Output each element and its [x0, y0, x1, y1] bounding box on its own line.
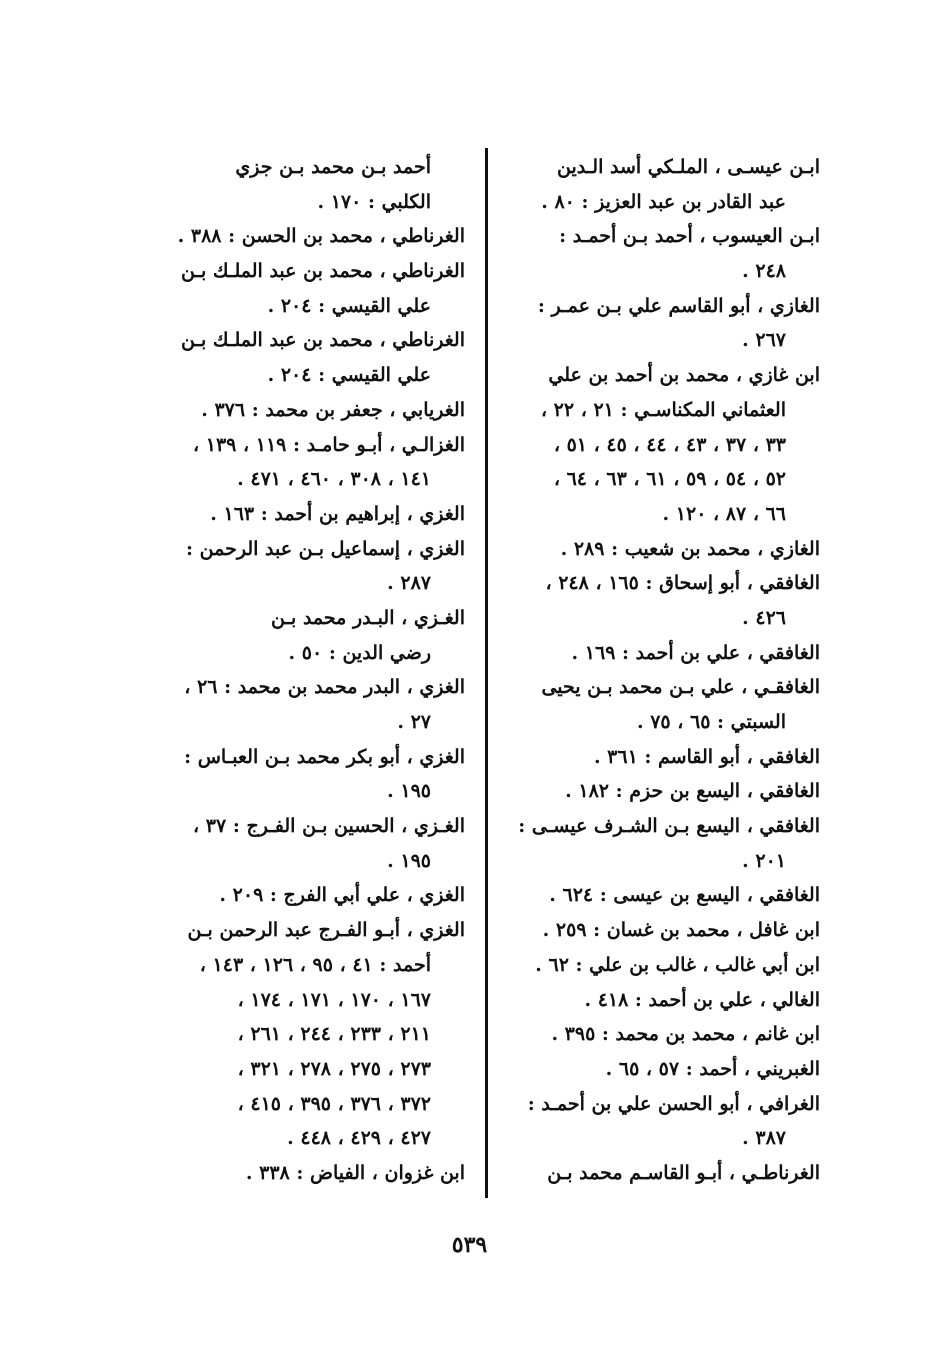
- index-entry-line: ٢٧٣ ، ٢٧٥ ، ٢٧٨ ، ٣٢١ ،: [237, 1057, 431, 1080]
- index-entry-line: الغزالـي ، أبـو حامـد : ١١٩ ، ١٣٩ ،: [193, 433, 465, 456]
- index-entry-line: رضي الدين : ٥٠ .: [288, 641, 431, 664]
- index-entry-line: ابن غانم ، محمد بن محمد : ٣٩٥ .: [551, 1023, 820, 1046]
- index-entry-line: أحمد بـن محمد بـن جزي: [235, 156, 431, 178]
- index-entry-line: الغرافي ، أبو الحسن علي بن أحمـد :: [527, 1092, 820, 1115]
- index-entry-line: ابن غازي ، محمد بن أحمد بن علي: [548, 364, 820, 387]
- index-entry-line: ٥٢ ، ٥٤ ، ٥٩ ، ٦١ ، ٦٣ ، ٦٤ ،: [553, 468, 786, 491]
- index-entry-line: الغرناطي ، محمد بن عبد الملـك بـن: [180, 329, 465, 352]
- index-entry-line: الغافقي ، أبو القاسم : ٣٦١ .: [593, 745, 820, 768]
- index-entry-line: ٣٣ ، ٣٧ ، ٤٣ ، ٤٤ ، ٤٥ ، ٥١ ،: [553, 433, 786, 456]
- index-entry-line: ٢٤٨ .: [742, 260, 786, 283]
- index-entry-line: ابن أبي غالب ، غالب بن علي : ٦٢ .: [535, 953, 820, 976]
- index-column-right: [505, 150, 820, 1191]
- column-divider: [485, 148, 488, 1198]
- index-entry-line: ١٦٧ ، ١٧٠ ، ١٧١ ، ١٧٤ ،: [237, 988, 431, 1011]
- page-number: ٥٣٩: [451, 1232, 488, 1258]
- index-entry-line: الغزي ، إبراهيم بن أحمد : ١٦٣ .: [210, 502, 465, 525]
- index-entry-line: عبد القادر بن عبد العزيز : ٨٠ .: [541, 190, 786, 213]
- index-entry-line: علي القيسي : ٢٠٤ .: [267, 364, 431, 387]
- index-entry-line: الغرناطي ، محمد بن عبد الملـك بـن: [180, 260, 465, 283]
- index-entry-line: ٢٠١ .: [742, 849, 786, 872]
- index-entry-line: الغبريني ، أحمد : ٥٧ ، ٦٥ .: [605, 1057, 820, 1080]
- index-entry-line: أحمد : ٤١ ، ٩٥ ، ١٢٦ ، ١٤٣ ،: [199, 953, 431, 976]
- index-entry-line: الغزي ، أبو بكر محمد بـن العبـاس :: [184, 745, 465, 768]
- index-entry-line: الكلبي : ١٧٠ .: [317, 190, 431, 213]
- index-entry-line: ابن غزوان ، الفياض : ٣٣٨ .: [245, 1161, 465, 1184]
- index-entry-line: الغافقي ، اليسع بن حزم : ١٨٢ .: [565, 780, 820, 803]
- index-entry-line: ابن غافل ، محمد بن غسان : ٢٥٩ .: [542, 919, 820, 942]
- index-entry-line: ١٩٥ .: [387, 849, 431, 872]
- index-entry-line: الغازي ، أبو القاسم علي بـن عمـر :: [537, 294, 820, 317]
- index-entry-line: ابـن عيسـى ، الملـكي أسد الـدين: [557, 156, 820, 178]
- index-entry-line: الغريابي ، جعفر بن محمد : ٣٧٦ .: [201, 398, 465, 421]
- index-entry-line: ٢٦٧ .: [742, 329, 786, 352]
- index-entry-line: الغـزي ، الحسين بـن الفـرج : ٣٧ ،: [193, 815, 465, 838]
- index-entry-line: السبتي : ٦٥ ، ٧٥ .: [636, 711, 786, 733]
- index-entry-line: الغافقي ، أبو إسحاق : ١٦٥ ، ٢٤٨ ،: [545, 572, 820, 595]
- index-entry-line: ٢٨٧ .: [387, 572, 431, 595]
- index-entry-line: ابـن العيسوب ، أحمد بـن أحمـد :: [559, 225, 820, 248]
- index-entry-line: ٣٨٧ .: [742, 1127, 786, 1150]
- index-column-left: [160, 150, 465, 1191]
- index-entry-line: الغـزي ، البـدر محمد بـن: [271, 606, 465, 629]
- index-entry-line: ١٩٥ .: [387, 780, 431, 803]
- index-entry-line: ٦٦ ، ٨٧ ، ١٢٠ .: [662, 502, 786, 525]
- index-entry-line: الغزي ، أبـو الفـرج عبد الرحمن بـن: [187, 919, 465, 942]
- index-entry-line: الغرناطي ، محمد بن الحسن : ٣٨٨ .: [177, 225, 465, 248]
- index-entry-line: ٣٧٢ ، ٣٧٦ ، ٣٩٥ ، ٤١٥ ،: [237, 1092, 431, 1115]
- index-entry-line: الغزي ، علي أبي الفرج : ٢٠٩ .: [219, 884, 465, 907]
- index-entry-line: ٤٢٧ ، ٤٢٩ ، ٤٤٨ .: [287, 1127, 431, 1150]
- index-entry-line: الغالي ، علي بن أحمد : ٤١٨ .: [584, 988, 820, 1011]
- index-entry-line: الغافقي ، علي بن أحمد : ١٦٩ .: [571, 641, 820, 664]
- index-entry-line: ٢٧ .: [397, 711, 431, 733]
- index-entry-line: العثماني المكناسـي : ٢١ ، ٢٢ ،: [540, 398, 786, 421]
- index-entry-line: علي القيسي : ٢٠٤ .: [267, 294, 431, 317]
- index-entry-line: الغرناطـي ، أبـو القاسـم محمد بـن: [547, 1161, 820, 1184]
- index-entry-line: الغزي ، البدر محمد بن محمد : ٢٦ ،: [184, 676, 465, 699]
- index-entry-line: الغافقـي ، علي بـن محمد بـن يحيى: [541, 676, 820, 699]
- index-entry-line: الغازي ، محمد بن شعيب : ٢٨٩ .: [560, 537, 820, 560]
- index-entry-line: الغافقي ، اليسع بن عيسى : ٦٢٤ .: [549, 884, 820, 907]
- index-entry-line: ١٤١ ، ٣٠٨ ، ٤٦٠ ، ٤٧١ .: [237, 468, 431, 491]
- index-entry-line: ٤٢٦ .: [742, 606, 786, 629]
- index-entry-line: ٢١١ ، ٢٣٣ ، ٢٤٤ ، ٢٦١ ،: [237, 1023, 431, 1046]
- index-entry-line: الغزي ، إسماعيل بـن عبد الرحمن :: [186, 537, 465, 560]
- index-entry-line: الغافقي ، اليسع بـن الشـرف عيسـى :: [518, 815, 820, 838]
